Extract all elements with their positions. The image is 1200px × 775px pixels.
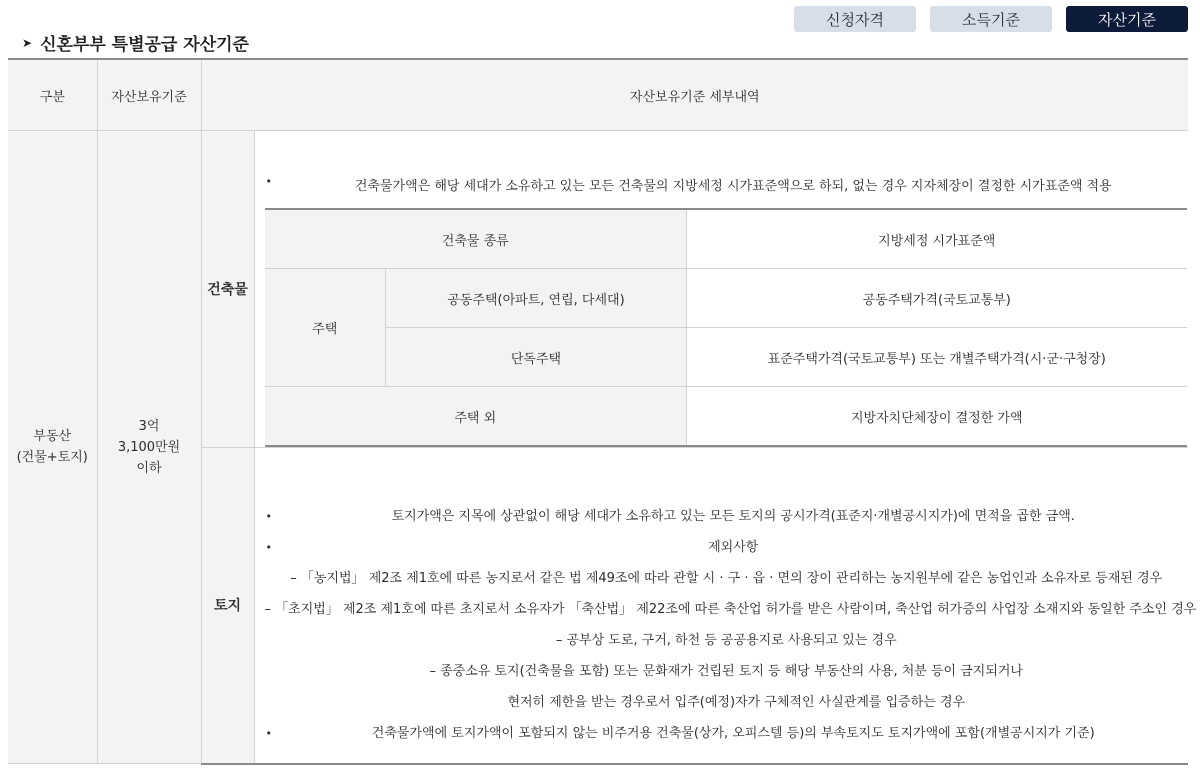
category-cell xyxy=(8,131,97,764)
inner-header-value: 지방세정 시가표준액 xyxy=(687,209,1187,269)
inner-header-type: 건축물 종류 xyxy=(265,209,687,269)
inner-type-cell: 단독주택 xyxy=(386,328,687,387)
tab-qualification[interactable]: 신청자격 xyxy=(794,6,916,32)
table-header-row xyxy=(8,59,1188,131)
land-detail xyxy=(254,448,1197,764)
inner-house-label: 주택 xyxy=(265,269,386,387)
header-category: 구분 xyxy=(8,59,97,131)
inner-value-cell: 지방자치단체장이 결정한 가액 xyxy=(687,387,1187,447)
inner-type-cell: 주택 외 xyxy=(265,387,687,447)
arrow-right-icon: ➤ xyxy=(22,35,33,50)
table-row xyxy=(8,131,1188,448)
building-detail xyxy=(254,131,1188,448)
land-line: 현저히 제한을 받는 경우로서 입주(예정)자가 구체적인 사실관계를 입증하는 경우 xyxy=(507,695,966,711)
land-line: • 토지가액은 지목에 상관없이 해당 세대가 소유하고 있는 모든 토지의 공시가격(표준지·개별공시지가)에 면적을 곱한 금액. xyxy=(265,501,1189,532)
category-line: (건물+토지) xyxy=(16,450,88,465)
standard-line: 3,100만원 xyxy=(117,439,181,455)
table-row xyxy=(265,387,1187,447)
building-note: • 건축물가액은 해당 세대가 소유하고 있는 모든 건축물의 지방세정 시가표준액으로 하되, 없는 경우 지자체장이 결정한 시가표준액 적용 xyxy=(265,175,1189,194)
tab-bar xyxy=(794,6,1188,32)
standard-cell xyxy=(97,131,201,764)
land-label: 토지 xyxy=(201,448,254,764)
land-line: – 「농지법」 제2조 제1호에 따른 농지로서 같은 법 제49조에 따라 관할 시 · 구 · 읍 · 면의 장이 관리하는 농지원부에 같은 농업인과 소유자로 등재된 경우 xyxy=(290,571,1163,587)
table-row xyxy=(265,209,1187,269)
header-standard: 자산보유기준 xyxy=(97,59,201,131)
category-line: 부동산 xyxy=(33,429,72,444)
land-line: – 종중소유 토지(건축물을 포함) 또는 문화재가 건립된 토지 등 해당 부동산의 사용, 처분 등이 금지되거나 xyxy=(429,664,1023,680)
land-line: • 제외사항 xyxy=(265,532,1189,563)
page-title xyxy=(22,30,249,55)
building-price-table xyxy=(265,208,1187,447)
land-line: – 「초지법」 제2조 제1호에 따른 초지로서 소유자가 「축산법」 제22조에 따른 축산업 허가를 받은 사람이며, 축산업 허가증의 사업장 소재지와 동일한 주소인 경우 xyxy=(264,602,1197,618)
tab-assets[interactable]: 자산기준 xyxy=(1066,6,1188,32)
asset-standard-table xyxy=(8,58,1197,765)
table-row xyxy=(265,328,1187,387)
inner-value-cell: 표준주택가격(국토교통부) 또는 개별주택가격(시·군·구청장) xyxy=(687,328,1187,387)
standard-line: 이하 xyxy=(136,460,162,476)
page-title-text: 신혼부부 특별공급 자산기준 xyxy=(40,35,249,55)
table-row xyxy=(265,269,1187,328)
tab-income[interactable]: 소득기준 xyxy=(930,6,1052,32)
inner-type-cell: 공동주택(아파트, 연립, 다세대) xyxy=(386,269,687,328)
land-line: • 건축물가액에 토지가액이 포함되지 않는 비주거용 건축물(상가, 오피스텔 등)의 부속토지도 토지가액에 포함(개별공시지가 기준) xyxy=(265,718,1189,749)
inner-value-cell: 공동주택가격(국토교통부) xyxy=(687,269,1187,328)
land-line: – 공부상 도로, 구거, 하천 등 공공용지로 사용되고 있는 경우 xyxy=(555,633,897,649)
building-label: 건축물 xyxy=(201,131,254,448)
standard-line: 3억 xyxy=(138,418,160,434)
header-detail: 자산보유기준 세부내역 xyxy=(201,59,1188,131)
